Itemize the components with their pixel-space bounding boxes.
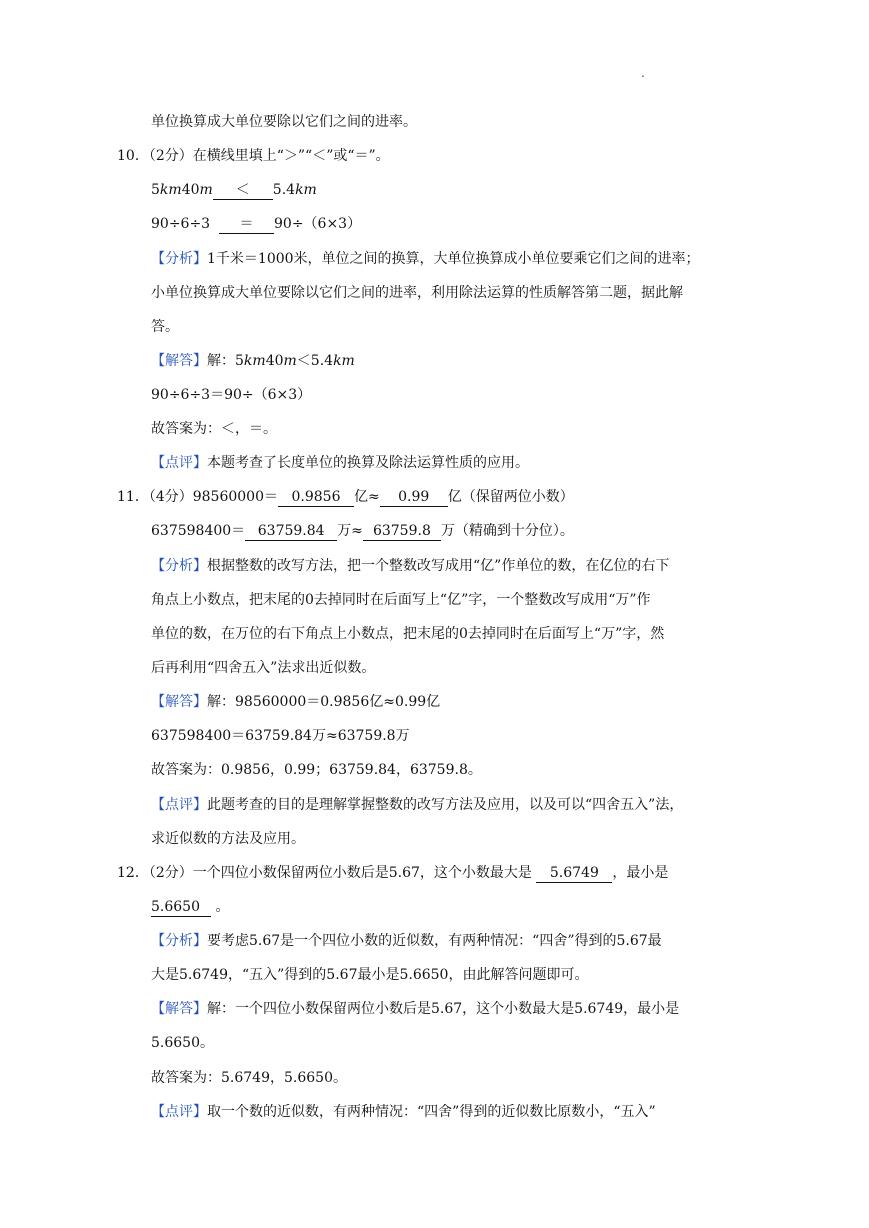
q10-row2: 90÷6÷3 ＝ 90÷（6×3） bbox=[151, 216, 362, 232]
q11-analysis-line2: 角点上小数点，把末尾的0去掉同时在后面写上“亿”字，一个整数改写成用“万”作 bbox=[151, 592, 651, 608]
analysis-tag: 【分析】 bbox=[151, 933, 207, 949]
q11-answer-4: 63759.8 bbox=[363, 522, 441, 541]
q12-answer-1: 5.6749 bbox=[536, 864, 612, 883]
q10-comment: 【点评】本题考查了长度单位的换算及除法运算性质的应用。 bbox=[151, 455, 529, 471]
q12-analysis-line1: 【分析】要考虑5.67是一个四位小数的近似数，有两种情况：“四舍”得到的5.67最 bbox=[151, 933, 662, 949]
q11-analysis-line1: 【分析】根据整数的改写方法，把一个整数改写成用“亿”作单位的数，在亿位的右下 bbox=[151, 558, 670, 574]
q11-row2: 637598400＝ 63759.84 万≈ 63759.8 万（精确到十分位）。 bbox=[151, 523, 574, 539]
q10-analysis-line1: 【分析】1千米＝1000米，单位之间的换算，大单位换算成小单位要乘它们之间的进率； bbox=[151, 251, 700, 267]
solution-tag: 【解答】 bbox=[151, 1001, 207, 1017]
q12-answer-2: 5.6650 bbox=[151, 898, 211, 917]
comment-tag: 【点评】 bbox=[151, 797, 207, 813]
q10-analysis-line3: 答。 bbox=[151, 319, 179, 335]
q10-header: 10．（2分）在横线里填上“＞”“＜”或“＝”。 bbox=[117, 148, 390, 164]
comment-tag: 【点评】 bbox=[151, 455, 207, 471]
solution-tag: 【解答】 bbox=[151, 353, 207, 369]
q12-solution-line3: 故答案为：5.6749，5.6650。 bbox=[151, 1070, 347, 1086]
q11-header: 11．（4分）98560000＝ 0.9856 亿≈ 0.99 亿（保留两位小数） bbox=[117, 489, 574, 505]
q10-answer-1: ＜ bbox=[213, 181, 273, 200]
q10-row1: 5km40m ＜ 5.4km bbox=[151, 182, 317, 198]
q11-comment-line1: 【点评】此题考查的目的是理解掌握整数的改写方法及应用，以及可以“四舍五入”法， bbox=[151, 797, 684, 813]
solution-tag: 【解答】 bbox=[151, 694, 207, 710]
q10-solution-line3: 故答案为：＜，＝。 bbox=[151, 421, 277, 437]
q11-comment-line2: 求近似数的方法及应用。 bbox=[151, 831, 305, 847]
q11-answer-3: 63759.84 bbox=[245, 522, 337, 541]
analysis-tag: 【分析】 bbox=[151, 558, 207, 574]
q11-analysis-line3: 单位的数，在万位的右下角点上小数点，把末尾的0去掉同时在后面写上“万”字，然 bbox=[151, 626, 665, 642]
q11-solution-line3: 故答案为：0.9856，0.99；63759.84，63759.8。 bbox=[151, 762, 482, 778]
q11-answer-1: 0.9856 bbox=[278, 488, 354, 507]
comment-tag: 【点评】 bbox=[151, 1104, 207, 1120]
analysis-tag: 【分析】 bbox=[151, 251, 207, 267]
q11-solution-line1: 【解答】解：98560000＝0.9856亿≈0.99亿 bbox=[151, 694, 441, 710]
continued-text: 单位换算成大单位要除以它们之间的进率。 bbox=[151, 114, 417, 130]
q11-answer-2: 0.99 bbox=[380, 488, 448, 507]
q12-solution-line1: 【解答】解：一个四位小数保留两位小数后是5.67，这个小数最大是5.6749，最小是 bbox=[151, 1001, 680, 1017]
q10-solution-line1: 【解答】解：5km40m＜5.4km bbox=[151, 353, 355, 369]
q11-solution-line2: 637598400＝63759.84万≈63759.8万 bbox=[151, 728, 410, 744]
q12-analysis-line2: 大是5.6749，“五入”得到的5.67最小是5.6650，由此解答问题即可。 bbox=[151, 967, 589, 983]
q10-analysis-line2: 小单位换算成大单位要除以它们之间的进率，利用除法运算的性质解答第二题，据此解 bbox=[151, 285, 683, 301]
q10-answer-2: ＝ bbox=[219, 215, 274, 234]
q12-row2: 5.6650 。 bbox=[151, 899, 230, 915]
q12-header: 12．（2分）一个四位小数保留两位小数后是5.67，这个小数最大是 5.6749 ，最小是 bbox=[117, 865, 669, 881]
top-mark: . bbox=[641, 66, 645, 80]
q12-comment-line1: 【点评】取一个数的近似数，有两种情况：“四舍”得到的近似数比原数小，“五入” bbox=[151, 1104, 656, 1120]
q10-solution-line2: 90÷6÷3＝90÷（6×3） bbox=[151, 387, 312, 403]
q12-solution-line2: 5.6650。 bbox=[151, 1035, 214, 1051]
q11-analysis-line4: 后再利用“四舍五入”法求出近似数。 bbox=[151, 660, 376, 676]
